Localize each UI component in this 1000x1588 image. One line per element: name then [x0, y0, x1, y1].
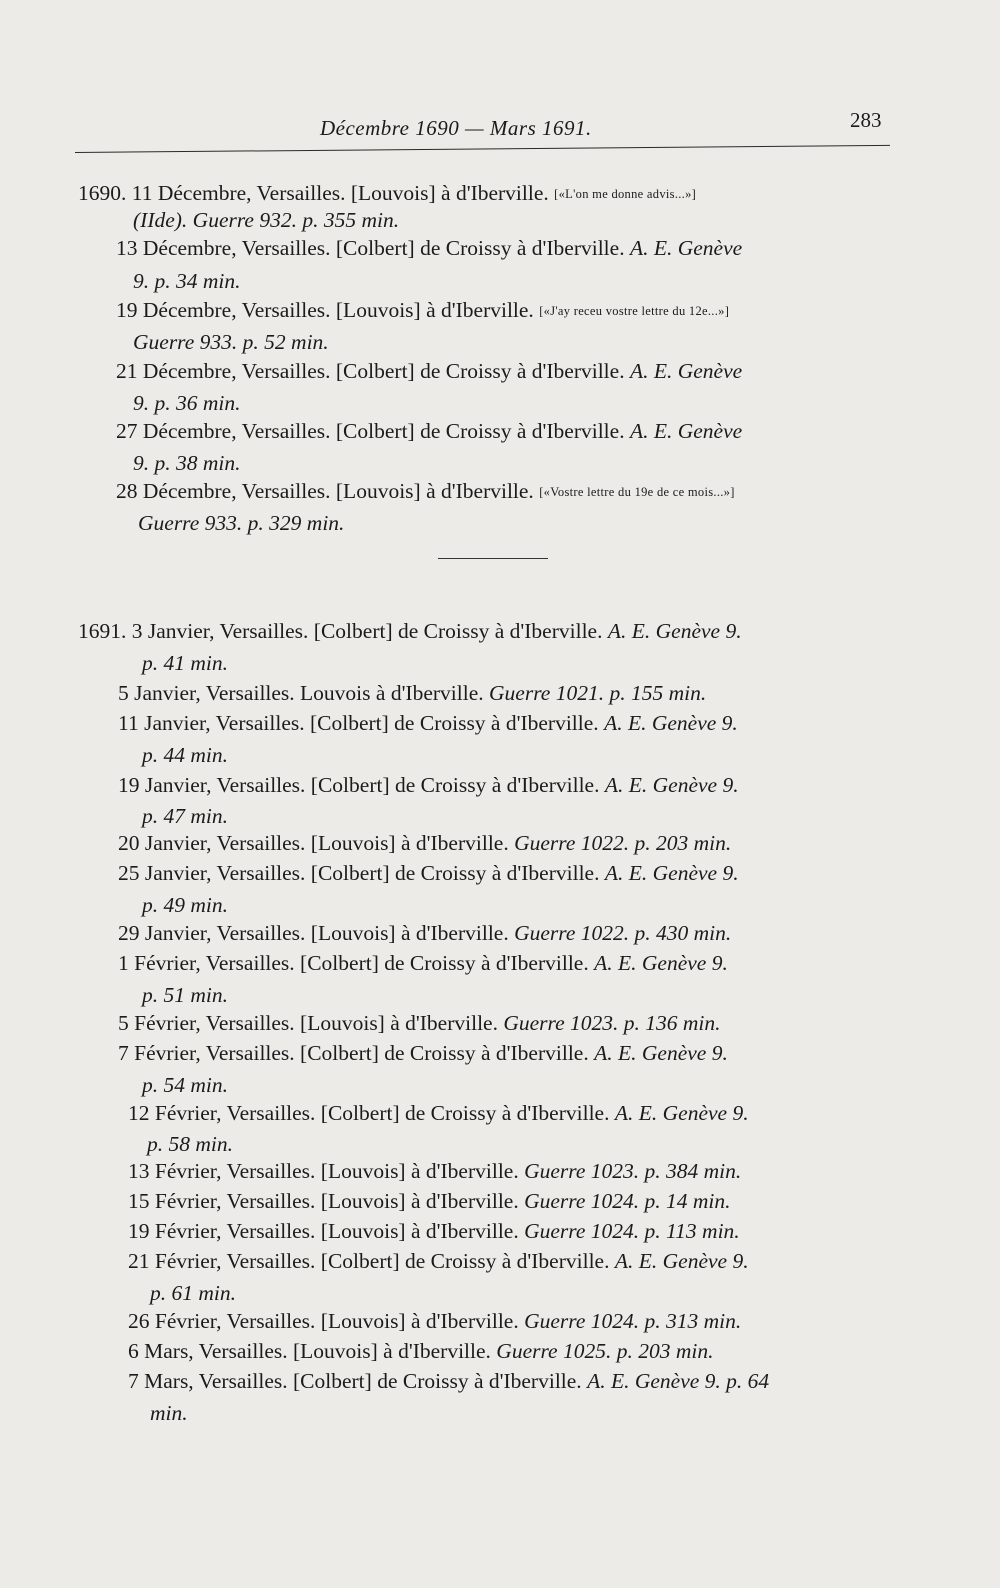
- entry-main: 19 Décembre, Versailles. [Louvois] à d'Iberville.: [116, 298, 540, 322]
- entry-reference: A. E. Genève 9. p. 64: [587, 1369, 770, 1393]
- entry-main: 12 Février, Versailles. [Colbert] de Croissy à d'Iberville.: [128, 1101, 615, 1125]
- entry-line: [128, 1158, 741, 1184]
- entry-continuation: Guerre 933. p. 329 min.: [138, 511, 345, 535]
- entry-line: [128, 1308, 741, 1334]
- entry-continuation: 9. p. 34 min.: [133, 269, 241, 293]
- entry-line: [116, 478, 735, 505]
- entry-reference: A. E. Genève 9.: [604, 711, 738, 735]
- entry-line: [128, 1100, 749, 1126]
- entry-reference: A. E. Genève: [629, 419, 743, 443]
- entry-main: 5 Janvier, Versailles. Louvois à d'Iberville.: [118, 681, 490, 705]
- entry-line: [78, 180, 696, 207]
- entry-line: [118, 920, 731, 946]
- entry-line: [128, 1248, 749, 1274]
- entry-main: 6 Mars, Versailles. [Louvois] à d'Iberville.: [128, 1339, 497, 1363]
- entry-incipit: [«Vostre lettre du 19e de ce mois...»]: [539, 485, 735, 499]
- entry-reference: A. E. Genève 9.: [614, 1249, 749, 1273]
- entry-line: [118, 950, 728, 976]
- entry-line: [118, 1040, 728, 1066]
- entry-main: 19 Février, Versailles. [Louvois] à d'Iberville.: [128, 1219, 525, 1243]
- entry-main: 28 Décembre, Versailles. [Louvois] à d'Iberville.: [116, 479, 540, 503]
- entry-reference: Guerre 1023. p. 384 min.: [524, 1159, 742, 1183]
- entry-main: 19 Janvier, Versailles. [Colbert] de Croissy à d'Iberville.: [118, 773, 605, 797]
- entry-continuation: p. 44 min.: [142, 743, 228, 767]
- entry-line: [128, 1188, 731, 1214]
- entry-main: 11 Janvier, Versailles. [Colbert] de Croissy à d'Iberville.: [118, 711, 605, 735]
- entry-reference: Guerre 1023. p. 136 min.: [503, 1011, 721, 1035]
- entry-reference: Guerre 1025. p. 203 min.: [496, 1339, 714, 1363]
- entry-continuation: min.: [150, 1401, 188, 1425]
- running-title: Décembre 1690 — Mars 1691.: [320, 116, 592, 140]
- entry-main: 1 Février, Versailles. [Colbert] de Croissy à d'Iberville.: [118, 951, 595, 975]
- entry-line: [118, 860, 739, 886]
- entry-continuation: Guerre 933. p. 52 min.: [133, 330, 329, 354]
- entry-continuation: 9. p. 38 min.: [133, 451, 241, 475]
- entry-reference: A. E. Genève: [629, 236, 743, 260]
- entry-reference: A. E. Genève: [629, 359, 743, 383]
- entry-main: 3 Janvier, Versailles. [Colbert] de Croissy à d'Iberville.: [131, 619, 608, 643]
- entry-continuation: p. 47 min.: [142, 804, 228, 828]
- entry-line: [118, 680, 706, 706]
- entry-reference: Guerre 1022. p. 203 min.: [514, 831, 732, 855]
- entry-main: 13 Février, Versailles. [Louvois] à d'Iberville.: [128, 1159, 525, 1183]
- entry-reference: Guerre 1021. p. 155 min.: [489, 681, 707, 705]
- entry-line: [116, 235, 742, 261]
- entry-reference: A. E. Genève 9.: [604, 773, 739, 797]
- entry-continuation: p. 54 min.: [142, 1073, 228, 1097]
- entry-line: [118, 772, 739, 798]
- entry-reference: A. E. Genève 9.: [604, 861, 739, 885]
- entry-main: 25 Janvier, Versailles. [Colbert] de Croissy à d'Iberville.: [118, 861, 605, 885]
- entry-line: [128, 1338, 713, 1364]
- entry-continuation: p. 61 min.: [150, 1281, 236, 1305]
- entry-reference: A. E. Genève 9.: [607, 619, 742, 643]
- entry-reference: Guerre 1024. p. 313 min.: [524, 1309, 742, 1333]
- entry-incipit: [«L'on me donne advis...»]: [554, 187, 697, 201]
- running-header: [0, 100, 1000, 140]
- entry-main: 7 Février, Versailles. [Colbert] de Croissy à d'Iberville.: [118, 1041, 595, 1065]
- entry-main: 13 Décembre, Versailles. [Colbert] de Croissy à d'Iberville.: [116, 236, 630, 260]
- entry-continuation: p. 49 min.: [142, 893, 228, 917]
- entry-line: [128, 1218, 740, 1244]
- entry-main: 7 Mars, Versailles. [Colbert] de Croissy à d'Iberville.: [128, 1369, 588, 1393]
- entry-incipit: [«J'ay receu vostre lettre du 12e...»]: [539, 304, 730, 318]
- entry-line: [116, 358, 742, 384]
- entry-reference: A. E. Genève 9.: [594, 951, 728, 975]
- entry-main: 27 Décembre, Versailles. [Colbert] de Croissy à d'Iberville.: [116, 419, 630, 443]
- entry-main: 26 Février, Versailles. [Louvois] à d'Iberville.: [128, 1309, 525, 1333]
- entry-line: [128, 1368, 769, 1394]
- entry-continuation: (IIde). Guerre 932. p. 355 min.: [133, 208, 400, 232]
- entry-line: [116, 297, 729, 324]
- entry-continuation: 9. p. 36 min.: [133, 391, 241, 415]
- entry-main: 15 Février, Versailles. [Louvois] à d'Iberville.: [128, 1189, 525, 1213]
- entry-main: 11 Décembre, Versailles. [Louvois] à d'Iberville.: [131, 181, 555, 205]
- section-separator: [438, 558, 548, 559]
- entry-continuation: p. 58 min.: [147, 1132, 233, 1156]
- entry-continuation: p. 41 min.: [142, 651, 228, 675]
- entry-year: 1690.: [78, 181, 127, 205]
- entry-line: [118, 710, 738, 736]
- entry-reference: A. E. Genève 9.: [614, 1101, 749, 1125]
- entry-line: [116, 418, 742, 444]
- entry-main: 20 Janvier, Versailles. [Louvois] à d'Iberville.: [118, 831, 515, 855]
- entry-line: [78, 618, 742, 644]
- entry-line: [118, 830, 731, 856]
- entry-main: 5 Février, Versailles. [Louvois] à d'Iberville.: [118, 1011, 504, 1035]
- entry-continuation: p. 51 min.: [142, 983, 228, 1007]
- entry-main: 29 Janvier, Versailles. [Louvois] à d'Iberville.: [118, 921, 515, 945]
- entry-main: 21 Décembre, Versailles. [Colbert] de Croissy à d'Iberville.: [116, 359, 630, 383]
- entry-reference: Guerre 1022. p. 430 min.: [514, 921, 732, 945]
- entry-reference: A. E. Genève 9.: [594, 1041, 728, 1065]
- entry-year: 1691.: [78, 619, 127, 643]
- entry-reference: Guerre 1024. p. 113 min.: [524, 1219, 740, 1243]
- entry-main: 21 Février, Versailles. [Colbert] de Croissy à d'Iberville.: [128, 1249, 615, 1273]
- entry-line: [118, 1010, 721, 1036]
- entry-reference: Guerre 1024. p. 14 min.: [524, 1189, 731, 1213]
- header-rule: [75, 145, 890, 153]
- page-number: 283: [850, 108, 882, 132]
